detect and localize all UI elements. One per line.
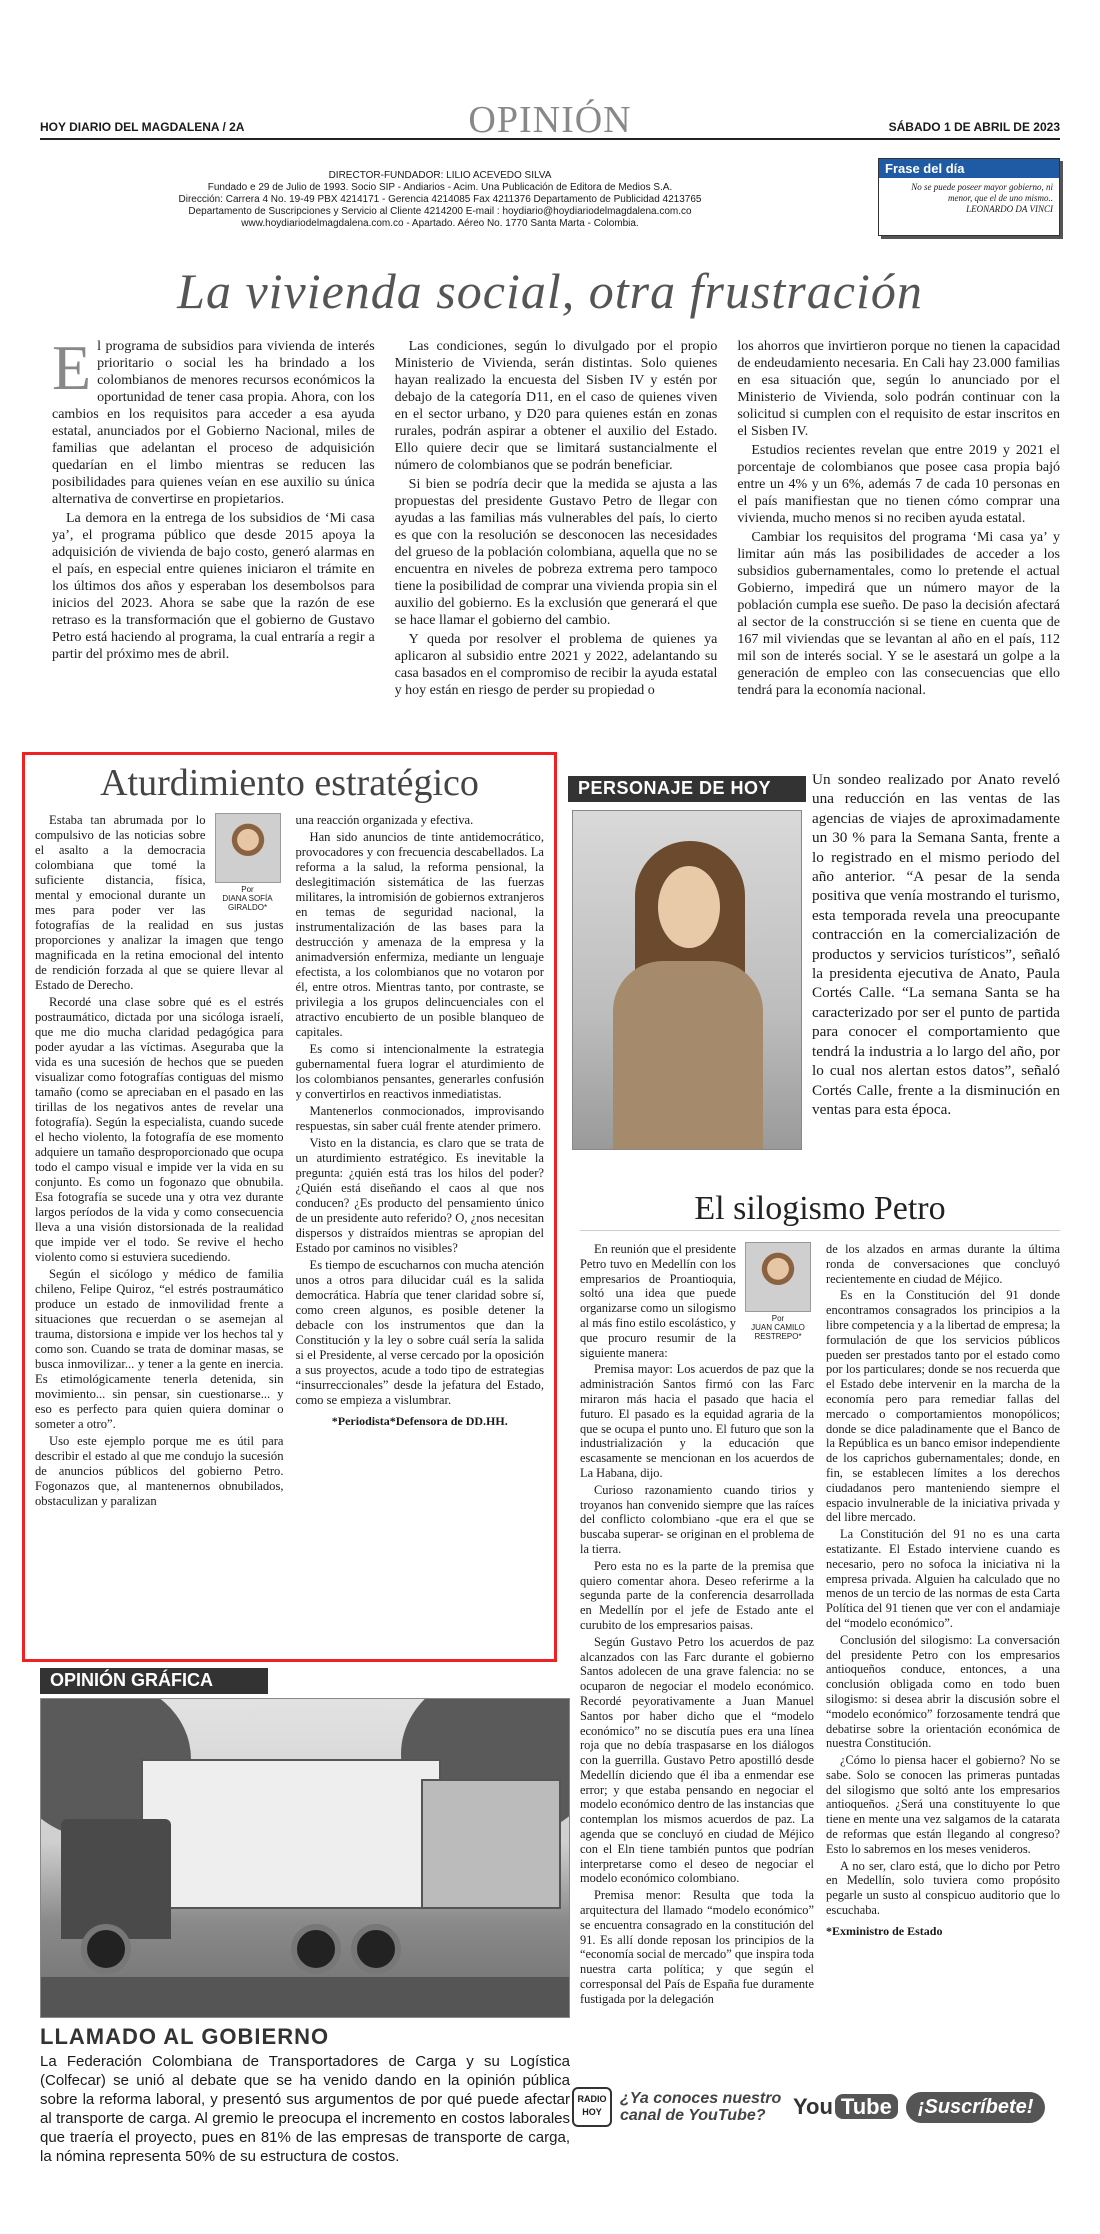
- radio-logo-line: RADIO: [577, 2094, 607, 2104]
- paragraph: La Constitución del 91 no es una carta estatizante. El Estado interviene cuando es necesario, pero no sofoca la iniciativa ni la empresa privada. Alguien ha calculado que no menos de un tercio de las normas de esta Carta Política del 91 tienen que ver con el andamiaje del “modelo económico”.: [826, 1527, 1060, 1630]
- paragraph: Es tiempo de escucharnos con mucha atención unos a otros para dilucidar cuál es la salida democrática. Habría que tener claridad sobre sí, como creen algunos, es posible detener la debacle con los instrumentos que dan la Constitución y la ley o sobre cuál sería la salida si el Presidente, al verse cercado por la oposición a sus proyectos, acude a todo tipo de estrategias “insurreccionales” desde la jefatura del Estado, como se empieza a vislumbrar.: [295, 1258, 544, 1407]
- quote-of-day-body: [879, 178, 1059, 219]
- opinion-grafica-title: LLAMADO AL GOBIERNO: [40, 2024, 330, 2049]
- subscribe-button[interactable]: ¡Suscríbete!: [906, 2092, 1046, 2123]
- author-name: JUAN CAMILO RESTREPO*: [751, 1323, 805, 1341]
- paragraph: Recordé una clase sobre qué es el estrés postraumático, dictada por una sicóloga israelí, que me dio mucha claridad pedagógica para poder ayudar a las víctimas. Aseguraba que la vida es una sucesión de hechos que se pueden visualizar como fotografías contiguas del mismo tamaño (como se apreciaban en el pasado en las tirillas de los negativos antes de revelar una fotografía). Según la especialista, cuando sucede el hecho violento, la fotografía de ese momento adquiere un tamaño desproporcionado que ocupa todo el campo visual e impide ver la vida en su conjunto. Es como un fogonazo que obnubila. Esa fotografía se sucede una y otra vez durante largos períodos de la vida y como consecuencia lleva a una visión distorsionada de la realidad que impide ver el todo. Se revive el hecho violento como si estuviera sucediendo.: [35, 995, 284, 1264]
- paragraph: Curioso razonamiento cuando tirios y troyanos han convenido siempre que las raíces del conflicto colombiano -que era el que se buscaba superar- se originan en el problema de la tierra.: [580, 1482, 814, 1556]
- paragraph: Cambiar los requisitos del programa ‘Mi casa ya’ y limitar aún más las posibilidades de acceder a los subsidios gubernamentales, como lo pretende el actual Gobierno, impedirá que un número mayor de la población cumpla ese sueño. De paso la decisión afectará al sector de la construcción si se tiene en cuenta que de 167 mil viviendas que se levantan al año en el país, 112 mil son de interés social. Y se le asestará un golpe a la generación de empleo con las consecuencias que ello tendrá para la economía nacional.: [737, 530, 1061, 698]
- quote-of-day-box: [878, 158, 1060, 236]
- masthead-line: Dirección: Carrera 4 No. 19-49 PBX 4214171 - Gerencia 4214085 Fax 4211376 Departamento de Publicidad 4213765: [178, 194, 702, 205]
- editorial-column-3: [737, 338, 1060, 733]
- author-signoff: *Periodista*Defensora de DD.HH.: [331, 1414, 508, 1428]
- paragraph: Si bien se podría decir que la medida se ajusta a las propuestas del presidente Gustavo Petro de llegar con ayudas a las familias más vulnerables del país, lo cierto es que con la resolución se desconocen las necesidades del grueso de la población colombiana, aquella que no se encuentra en niveles de pobreza extrema pero tampoco tiene la posibilidad de comprar una vivienda propia sin el auxilio del gobierno. Es la exclusión que generará el que se hace llamar el gobierno del cambio.: [394, 477, 718, 628]
- drop-cap: E: [52, 338, 92, 403]
- photo-wheel: [81, 1924, 131, 1974]
- author-byline: [212, 813, 284, 912]
- masthead-line: Fundado e 29 de Julio de 1993. Socio SIP - Andiarios - Acim. Una Publicación de Editora de Medios S.A.: [207, 182, 673, 193]
- youtube-logo-you: You: [793, 2094, 833, 2119]
- column-aturdimiento: [22, 752, 557, 1662]
- personaje-label: PERSONAJE DE HOY: [568, 776, 806, 802]
- paragraph: Y queda por resolver el problema de quienes ya aplicaron al subsidio entre 2021 y 2022, adelantando su casa basados en el compromiso de recibir la ayuda estatal y hoy están en riesgo de perder su propiedad o: [394, 632, 718, 698]
- author-photo: [215, 813, 281, 883]
- radio-hoy-logo: [572, 2087, 612, 2127]
- paragraph: de los alzados en armas durante la última ronda de conversaciones que concluyó recientemente en ciudad de Méjico.: [826, 1242, 1060, 1286]
- personaje-photo: [572, 810, 802, 1150]
- author-signoff: *Exministro de Estado: [826, 1923, 943, 1938]
- youtube-logo-tube: Tube: [835, 2094, 898, 2119]
- author-prefix: Por: [241, 885, 254, 894]
- issue-date: SÁBADO 1 DE ABRIL DE 2023: [888, 120, 1060, 134]
- truck-photo: [40, 1698, 570, 2018]
- paragraph: Mantenerlos conmocionados, improvisando respuestas, sin saber cuál frente atender primero.: [295, 1104, 544, 1133]
- editorial-headline: La vivienda social, otra frustración: [177, 263, 923, 319]
- quote-text: No se puede poseer mayor gobierno, ni menor, que el de uno mismo..: [911, 182, 1053, 203]
- paragraph: Premisa menor: Resulta que toda la arquitectura del llamado “modelo económico” se encuentra consagrado en la constitución del 91. Es allí donde reposan los principios de la “economía social de mercado” que inspira toda nuestra carta política; y que según el corresponsal del País de España fue duramente fustigada por la delegación: [580, 1888, 814, 2006]
- photo-road: [41, 1977, 569, 2017]
- paragraph: Uso este ejemplo porque me es útil para describir el estado al que me condujo la sucesión de anuncios públicos del gobierno Petro. Fogonazos que, al mantenernos obnubilados, obstaculizan y paralizan: [35, 1434, 284, 1508]
- masthead: [100, 170, 780, 230]
- silogismo-col-1: [580, 1242, 814, 2070]
- page-header: [40, 100, 1060, 140]
- section-title: OPINIÓN: [468, 99, 632, 141]
- radio-logo-line: HOY: [582, 2107, 602, 2117]
- masthead-line: www.hoydiariodelmagdalena.com.co - Apartado. Aéreo No. 1770 Santa Marta - Colombia.: [241, 218, 639, 229]
- paragraph: Pero esta no es la parte de la premisa que quiero comentar ahora. Deseo referirme a la segunda parte de la conferencia desarrollada en Medellín por el jefe de Estado ante el curubito de los empresarios paisas.: [580, 1558, 814, 1632]
- photo-trailer: [421, 1779, 561, 1909]
- paragraph: A no ser, claro está, que lo dicho por Petro en Medellín, solo tuviera como propósito pegarle un susto al conspicuo auditorio que lo escuchaba.: [826, 1858, 1060, 1918]
- opinion-grafica-text: La Federación Colombiana de Transportadores de Carga y su Logística (Colfecar) se unió al debate que se ha venido dando en la opinión pública sobre la reforma laboral, y presentó sus argumentos de por qué puede afectar al transporte de carga. Al gremio le preocupa el incremento en costos laborales que traería el proyecto, pues en 81% de las empresas de transporte de carga, la nómina representa 50% de su estructura de costos.: [40, 2053, 570, 2165]
- personaje-text: Un sondeo realizado por Anato reveló una reducción en las ventas de las agencias de viajes de aproximadamente un 30 % para la Semana Santa, frente a lo registrado en el mismo periodo del año anterior. “A pesar de la senda positiva que venía mostrando el turismo, esta temporada revela una preocupante contracción en la comercialización de productos y servicios turísticos”, señaló la presidenta ejecutiva de Anato, Paula Cortés Calle. “La semana Santa se ha caracterizado por ser el punto de partida para conocer el comportamiento que tendrá la industria a lo largo del año, por lo cual nos alertan estos datos”, señaló Cortés Calle, frente a la disminución en ventas para esta época.: [812, 771, 1060, 1118]
- paragraph: En reunión que el presidente Petro tuvo en Medellín con los empresarios de Proantioquia, soltó una idea que puede organizarse como un silogismo al más fino estilo escolástico, y que procuro resumir de la siguiente manera:: [580, 1242, 736, 1360]
- photo-wheel: [351, 1924, 401, 1974]
- silogismo-body: [580, 1242, 1060, 2070]
- editorial-body: [52, 338, 1060, 733]
- quote-author: LEONARDO DA VINCI: [966, 204, 1053, 214]
- photo-face: [658, 866, 720, 948]
- author-name: DIANA SOFÍA GIRALDO*: [222, 894, 273, 912]
- column-col-2: [296, 813, 545, 1633]
- masthead-line: Departamento de Suscripciones y Servicio al Cliente 4214200 E-mail : hoydiario@hoydiariodelmagdalena.com.co: [188, 206, 692, 217]
- column-col-1: [35, 813, 284, 1633]
- quote-of-day-title: Frase del día: [879, 159, 1059, 178]
- youtube-prompt: ¿Ya conoces nuestro canal de YouTube?: [620, 2090, 782, 2124]
- paragraph: Han sido anuncios de tinte antidemocrático, provocadores y con frecuencia descabellados. La reforma a la salud, la reforma pensional, la deslegitimación sistemática de las fuerzas militares, la intromisión de gobiernos extranjeros en temas de seguridad nacional, la instrumentalización de las bases para la destrucción y amenaza de la empresa y la animadversión enfermiza, mediante un lenguaje efectista, a los colombianos que no votaron por él, entre otros. Mientras tanto, por contraste, se privilegia a los grupos delincuenciales con el atractivo encubierto de un posible blanqueo de capitales.: [295, 830, 544, 1039]
- masthead-line: DIRECTOR-FUNDADOR: LILIO ACEVEDO SILVA: [328, 170, 552, 181]
- column-title: Aturdimiento estratégico: [100, 762, 479, 804]
- paragraph: Conclusión del silogismo: La conversación del presidente Petro con los empresarios antioqueños conduce, entonces, a una conclusión obligada como en todo buen silogismo: si desea abrir la discusión sobre el “modelo económico” forzosamente tendrá que debatirse sobre la orientación económica de nuestra Constitución.: [826, 1632, 1060, 1751]
- paper-name: HOY DIARIO DEL MAGDALENA / 2A: [40, 120, 245, 134]
- author-prefix: Por: [771, 1314, 785, 1323]
- photo-body: [613, 961, 763, 1150]
- paragraph: ¿Cómo lo piensa hacer el gobierno? No se sabe. Solo se conocen las primeras puntadas del silogismo que soltó ante los empresarios antioqueños. ¿Será una constituyente lo que tiene en mente una vez salgamos de la catarata de reformas que están llegando al congreso? Esto lo sabremos en los meses venideros.: [826, 1753, 1060, 1856]
- youtube-logo: [793, 2094, 898, 2120]
- paragraph: los ahorros que invirtieron porque no tienen la capacidad de endeudamiento necesaria. En Cali hay 23.000 familias en esa situación que, según lo anunciado por el Ministerio de Vivienda, solo podrán continuar con la solicitud si cumplen con el requisito de estar inscritos en el Sisben IV.: [737, 339, 1061, 439]
- paragraph: Es en la Constitución del 91 donde encontramos consagrados los principios a la libre competencia y a la libertad de empresa; la formulación de que los servicios públicos pueden ser prestados tanto por el estado como por los particulares; donde se nos recuerda que el Estado debe intervenir en la marcha de la economía pero para remediar fallas del mercado o comportamientos monopólicos; donde se dice paladinamente que el Banco de la República es un banco emisor independiente de los caprichos gubernamentales; donde, en fin, se establecen límites a los derechos ciudadanos pero manteniendo siempre el espacio invulnerable de la iniciativa privada y del libre mercado.: [826, 1288, 1060, 1525]
- paragraph: Según Gustavo Petro los acuerdos de paz alcanzados con las Farc durante el gobierno Santos adolecen de una grave falencia: no se ocuparon de negociar el modelo económico. Recordé peyorativamente a Juan Manuel Santos por haber dicho que el “modelo económico” no se discutía pues era una línea roja que no debía traspasarse en los diálogos con la guerrilla. Gustavo Petro apostilló desde Medellín diciendo que él iba a enmendar ese error; y que estaba pensando en negociar el modelo económico dentro de las instancias que contemplan los mismos acuerdos de paz. La agenda que se concluyó en ciudad de Méjico con el Eln tiene también puntos que podrían interpretarse como el deseo de negociar el modelo económico colombiano.: [580, 1634, 814, 1886]
- author-byline: [742, 1242, 814, 1341]
- paragraph: Según el sicólogo y médico de familia chileno, Felipe Quiroz, “el estrés postraumático produce un estado de inmovilidad frente a situaciones que recuerdan o se asemejan al trauma, distorsiona e impide ver los hechos tal y como son. Cuando se trata de dominar masas, se busca inmovilizar... y tener a la gente en inercia. Es etimológicamente tenerla detenida, sin movimiento... sin pensar, sin cuestionarse... y eso es perfecto para quien quiera dominar o someter a otro”.: [35, 1267, 284, 1431]
- editorial-column-1: [52, 338, 375, 733]
- photo-truck-cab: [61, 1819, 171, 1939]
- paragraph: Visto en la distancia, es claro que se trata de un aturdimiento estratégico. Es inevitable la pregunta: ¿quién está tras los hilos del poder? ¿Quién está diseñando el caos al que nos conducen? ¿Es producto del pensamiento único de un presidente auto referido? O, ¿nos necesitan dispersos y distraídos mientras se apropian del Estado por caminos no visibles?: [295, 1136, 544, 1255]
- paragraph: Las condiciones, según lo divulgado por el propio Ministerio de Vivienda, serán distintas. Solo quienes hayan realizado la encuesta del Sisben IV y estén por debajo de la categoría D11, en el caso de quienes viven en el sector urbano, y D20 para quienes están en zonas rurales, podrán aspirar a obtener el auxilio del Estado. Ello quiere decir que se limitará sustancialmente el número de colombianos que se podrán beneficiar.: [394, 339, 718, 473]
- paragraph: Estaba tan abrumada por lo compulsivo de las noticias sobre el asalto a la democracia colombiana que tomé la suficiente distancia, física, mental y emocional durante un mes para poder ver las fotografías de la realidad en sus justas proporciones y analizar la imagen que tengo magnificada en la retina emocional del intento de rendición forzada al que se quiere llevar al Estado de Derecho.: [35, 813, 284, 992]
- silogismo-title: El silogismo Petro: [580, 1190, 1060, 1231]
- paragraph: La demora en la entrega de los subsidios de ‘Mi casa ya’, el programa público que desde 2015 apoya la adquisición de vivienda de bajo costo, generó alarmas en el país, en especial entre quienes iniciaron el trámite en los últimos dos años y esperaban los desembolsos para inicios del 2023. Ahora se sabe que la razón de ese retraso es la transformación que el gobierno de Gustavo Petro está haciendo al programa, la cual entraría a regir a partir del próximo mes de abril.: [52, 511, 375, 662]
- photo-trailer: [141, 1759, 441, 1909]
- youtube-banner[interactable]: [572, 2082, 1060, 2132]
- paragraph: Premisa mayor: Los acuerdos de paz que la administración Santos firmó con las Farc miraron más hacia el pasado que hacia el futuro. El pasado es la equidad agraria de la que se ocupa el punto uno. El futuro que son la industrialización y la educación que escasamente se mencionan en los acuerdos de La Habana, dijo.: [580, 1362, 814, 1480]
- column-body: [35, 813, 544, 1633]
- editorial-column-2: [395, 338, 718, 733]
- paragraph: Estudios recientes revelan que entre 2019 y 2021 el porcentaje de colombianos que posee casa propia bajó entre un 4% y un 6%, además 7 de cada 10 personas en el país manifiestan que no tienen cómo comprar una vivienda, mucho menos si no reciben ayuda estatal.: [737, 443, 1061, 526]
- photo-wheel: [291, 1924, 341, 1974]
- paragraph: l programa de subsidios para vivienda de interés prioritario o social les ha brindado a los colombianos de menores recursos económicos la oportunidad de tener casa propia. Ahora, con los cambios en los requisitos para acceder a esa ayuda estatal, anunciados por el Gobierno Nacional, miles de familias que adelantan el proceso de adquisición quedarían en el limbo mientras se reducen las posibilidades para quienes veían en ese auxilio su única alternativa de convertirse en propietarios.: [52, 339, 375, 507]
- paragraph: una reacción organizada y efectiva.: [295, 813, 474, 827]
- paragraph: Es como si intencionalmente la estrategia gubernamental fuera lograr el aturdimiento de los colombianos pensantes, generarles confusión y convertirlos en reactivos inmediatistas.: [295, 1042, 544, 1101]
- author-photo: [745, 1242, 811, 1312]
- silogismo-col-2: [826, 1242, 1060, 2070]
- opinion-grafica-label: OPINIÓN GRÁFICA: [40, 1668, 268, 1694]
